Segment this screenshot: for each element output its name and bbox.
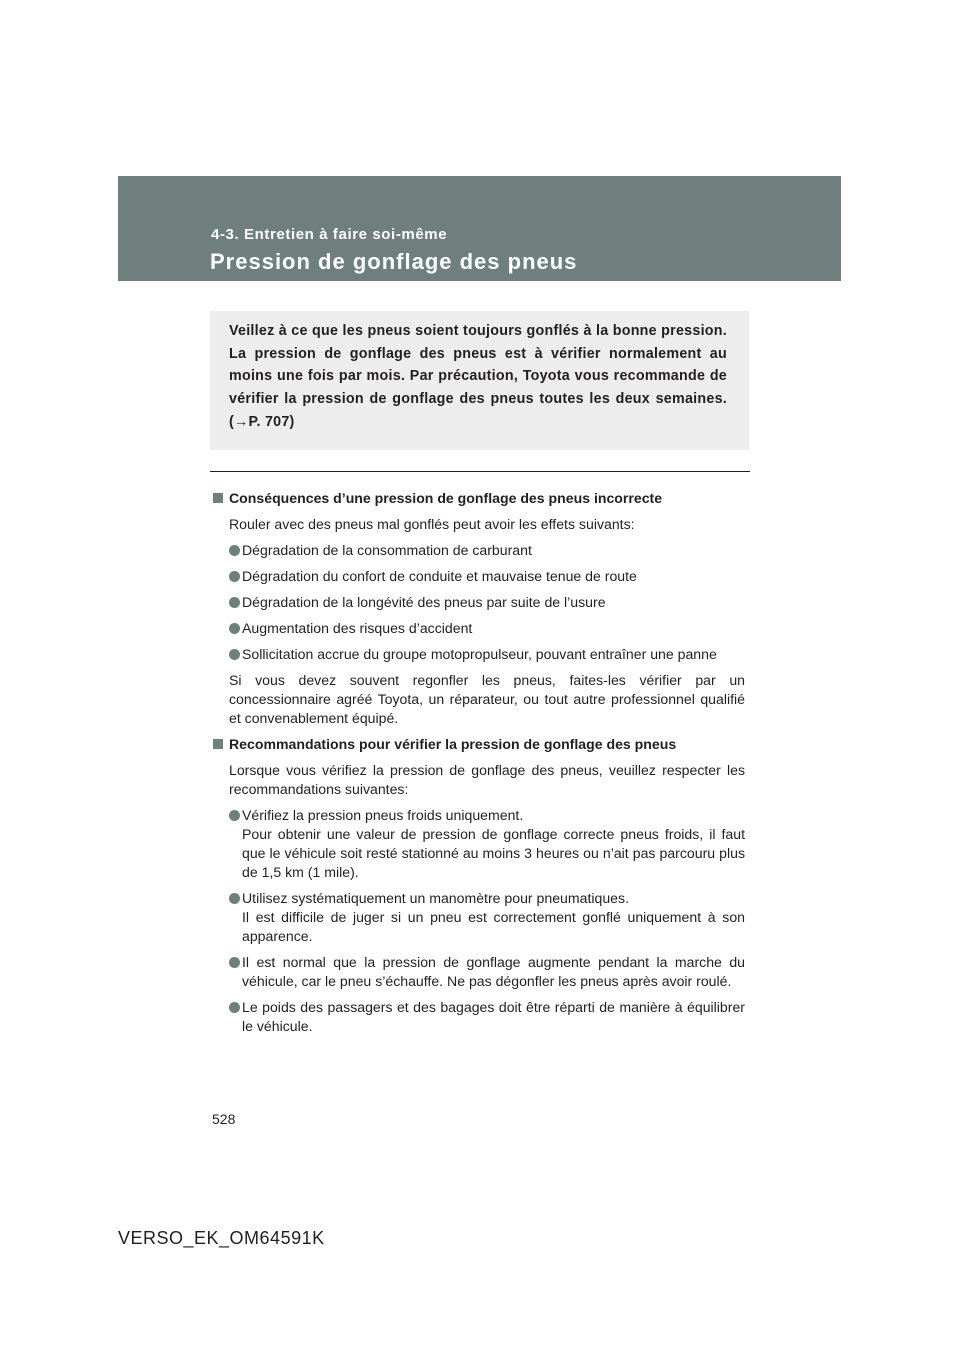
list-item-text: Il est normal que la pression de gonflage augmente pendant la marche du véhicule, car le pneu s’échauffe. Ne pas dégonfler les pneus après avoir roulé. [242, 954, 745, 989]
main-content [213, 489, 745, 1043]
list-item [229, 567, 745, 586]
list-item [229, 645, 745, 664]
section-heading [213, 489, 745, 508]
list-item-detail: Pour obtenir une valeur de pression de gonflage correcte pneus froids, il faut que le véhicule soit resté stationné au moins 3 heures ou n’ait pas parcouru plus de 1,5 km (1 mile). [242, 826, 745, 880]
document-code: VERSO_EK_OM64591K [118, 1228, 325, 1248]
list-item [229, 889, 745, 946]
round-bullet-icon [229, 597, 240, 608]
divider-rule [210, 471, 750, 472]
intro-text: Veillez à ce que les pneus soient toujours gonflés à la bonne pression. La pression de gonflage des pneus est à vérifier normalement au moins une fois par mois. Par précaution, Toyota vous recommande de vérifier la pression de gonflage des pneus toutes les deux semaines. (→P. 707) [229, 323, 727, 430]
list-item-detail: Il est difficile de juger si un pneu est correctement gonflé uniquement à son apparence. [242, 909, 745, 944]
bullet-list [213, 806, 745, 1036]
list-item-text: Dégradation de la consommation de carburant [242, 542, 532, 558]
square-bullet-icon [213, 739, 223, 749]
list-item-text: Dégradation du confort de conduite et mauvaise tenue de route [242, 568, 637, 584]
round-bullet-icon [229, 623, 240, 634]
section-consequences [213, 489, 745, 728]
round-bullet-icon [229, 1002, 240, 1013]
square-bullet-icon [213, 493, 223, 503]
list-item-text: Augmentation des risques d’accident [242, 620, 473, 636]
list-item [229, 806, 745, 882]
list-item [229, 953, 745, 991]
round-bullet-icon [229, 810, 240, 821]
list-item-text: Dégradation de la longévité des pneus par suite de l’usure [242, 594, 606, 610]
section-heading-text: Recommandations pour vérifier la pression de gonflage des pneus [229, 736, 677, 752]
round-bullet-icon [229, 571, 240, 582]
page-title: Pression de gonflage des pneus [210, 249, 578, 274]
section-lead: Lorsque vous vérifiez la pression de gonflage des pneus, veuillez respecter les recommandations suivantes: [229, 762, 745, 797]
list-item-text: Sollicitation accrue du groupe motopropulseur, pouvant entraîner une panne [242, 646, 717, 662]
list-item [229, 593, 745, 612]
section-lead: Rouler avec des pneus mal gonflés peut avoir les effets suivants: [229, 516, 635, 532]
round-bullet-icon [229, 957, 240, 968]
round-bullet-icon [229, 545, 240, 556]
list-item-text: Le poids des passagers et des bagages doit être réparti de manière à équilibrer le véhicule. [242, 999, 745, 1034]
list-item [229, 541, 745, 560]
bullet-list [213, 541, 745, 664]
list-item-text: Utilisez systématiquement un manomètre pour pneumatiques. [242, 890, 629, 906]
page-number: 528 [212, 1111, 236, 1127]
round-bullet-icon [229, 893, 240, 904]
intro-box [210, 311, 749, 450]
section-heading [213, 735, 745, 754]
section-recommendations [213, 735, 745, 1036]
list-item [229, 619, 745, 638]
list-item-text: Vérifiez la pression pneus froids uniquement. [242, 807, 524, 823]
section-trailer: Si vous devez souvent regonfler les pneus, faites-les vérifier par un concessionnaire agréé Toyota, un réparateur, ou tout autre professionnel qualifié et convenablement équipé. [229, 672, 745, 726]
section-label: 4-3. Entretien à faire soi-même [211, 226, 448, 243]
list-item [229, 998, 745, 1036]
section-heading-text: Conséquences d’une pression de gonflage des pneus incorrecte [229, 490, 663, 506]
round-bullet-icon [229, 649, 240, 660]
